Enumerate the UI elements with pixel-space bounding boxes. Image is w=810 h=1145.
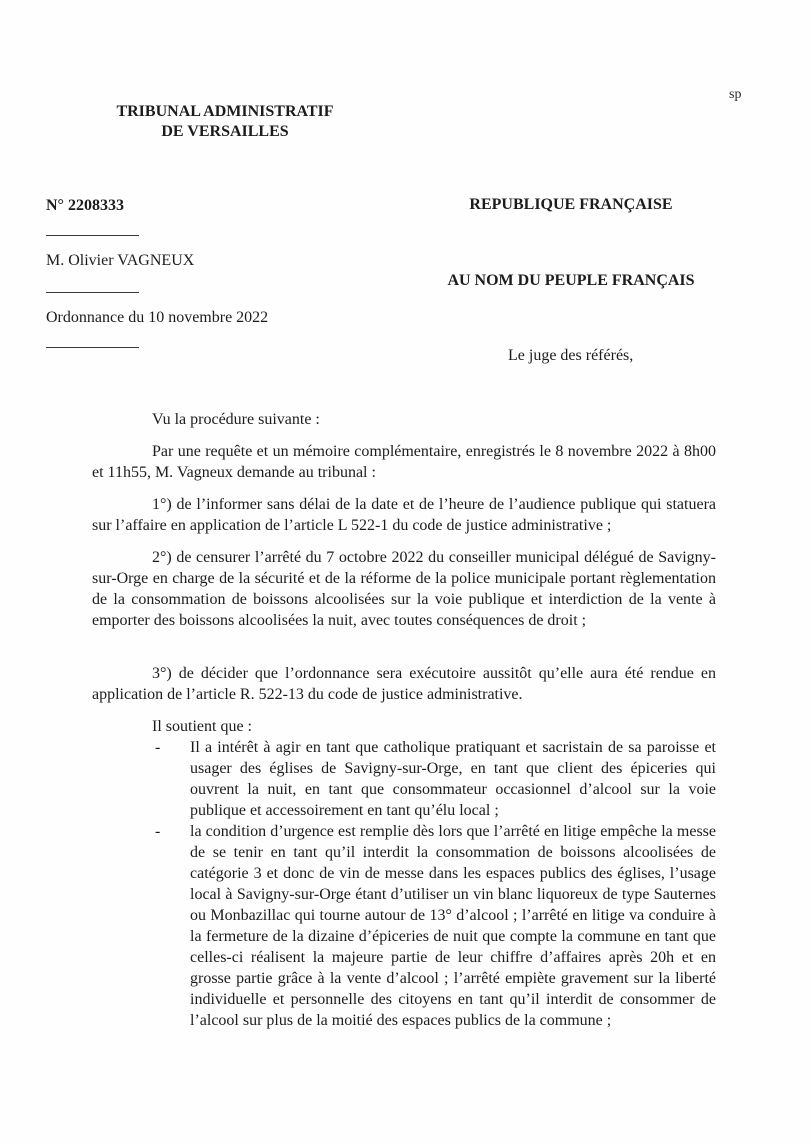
bullet-text: Il a intérêt à agir en tant que catholique pratiquant et sacristain de sa paroisse et usager des églises de Savigny-sur-Orge, en tant que client des épiceries qui ouvrent la nuit, en tant que consommateur occasionnel d’alcool sur la voie publique et accessoirement en tant qu’élu local ;: [190, 739, 716, 819]
judge-line: Le juge des référés,: [508, 347, 634, 364]
bullet-item: [92, 821, 716, 1031]
bullet-list: [92, 737, 716, 1031]
court-header: [112, 102, 338, 142]
separator-line: [46, 347, 139, 348]
separator-line: [46, 235, 139, 236]
republic-title: REPUBLIQUE FRANÇAISE: [469, 196, 673, 213]
procedure-intro: Vu la procédure suivante :: [152, 411, 320, 428]
bullet-item: [92, 737, 716, 821]
people-title: AU NOM DU PEUPLE FRANÇAIS: [447, 272, 695, 289]
paragraph-demand-2: 2°) de censurer l’arrêté du 7 octobre 2022 du conseiller municipal délégué de Savigny-sur-Orge en charge de la sécurité et de la réforme de la police municipale portant règlementation de la consommation de boissons alcoolisées sur la voie publique et interdiction de la vente à emporter des boissons alcoolisées la nuit, avec toutes conséquences de droit ;: [92, 549, 716, 629]
paragraph-demand-1: 1°) de l’informer sans délai de la date et de l’heure de l’audience publique qui statuera sur l’affaire en application de l’article L 522-1 du code de justice administrative ;: [92, 496, 716, 534]
court-name-line1: TRIBUNAL ADMINISTRATIF: [116, 103, 334, 120]
separator-line: [46, 292, 139, 293]
case-number: N° 2208333: [46, 197, 124, 214]
bullet-dash: -: [155, 823, 161, 840]
corner-mark: sp: [729, 87, 742, 102]
party-name: M. Olivier VAGNEUX: [46, 252, 195, 269]
paragraph-request: Par une requête et un mémoire complémentaire, enregistrés le 8 novembre 2022 à 8h00 et 11h55, M. Vagneux demande au tribunal :: [92, 443, 716, 481]
bullet-dash: -: [155, 739, 161, 756]
bullet-text: la condition d’urgence est remplie dès lors que l’arrêté en litige empêche la messe de se tenir en tant qu’il interdit la consommation de boissons alcoolisées de catégorie 3 et donc de vin de messe dans les espaces publics des églises, l’usage local à Savigny-sur-Orge étant d’utiliser un vin blanc liquoreux de type Sauternes ou Monbazillac qui tourne autour de 13° d’alcool ; l’arrêté en litige va conduire à la fermeture de la dizaine d’épiceries de nuit que compte la commune en tant que celles-ci réalisent la majeure partie de leur chiffre d’affaires après 20h et en grosse partie grâce à la vente d’alcool ; l’arrêté empiète gravement sur la liberté individuelle et personnelle des citoyens en tant qu’il interdit de consommer de l’alcool sur plus de la moitié des espaces publics de la commune ;: [190, 823, 716, 1029]
sustains-heading: Il soutient que :: [152, 718, 252, 735]
court-name-line2: DE VERSAILLES: [161, 123, 289, 140]
paragraph-demand-3: 3°) de décider que l’ordonnance sera exécutoire aussitôt qu’elle aura été rendue en application de l’article R. 522-13 du code de justice administrative.: [92, 665, 716, 703]
order-date: Ordonnance du 10 novembre 2022: [46, 309, 269, 326]
